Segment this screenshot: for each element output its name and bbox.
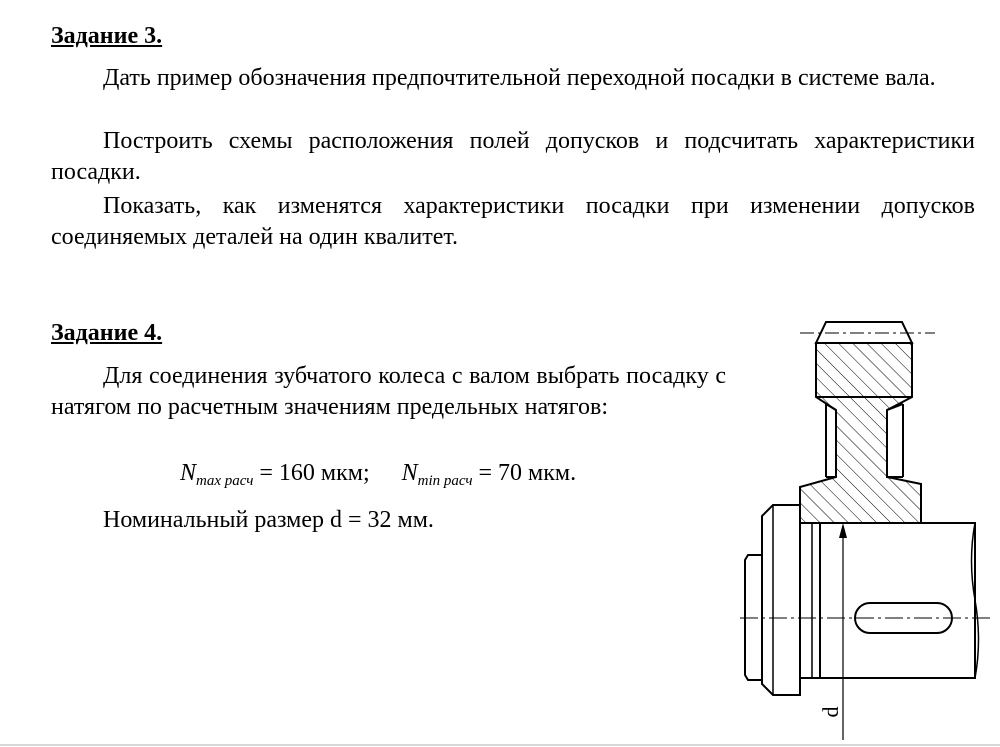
n-max-symbol: N [180, 460, 197, 486]
interference-formula [180, 458, 576, 497]
nominal-size-text: Номинальный размер d = 32 мм. [103, 507, 434, 533]
n-min-subscript: min расч [417, 473, 473, 489]
page-bottom-rule [0, 744, 1000, 746]
task4-paragraph-1: Для соединения зубчатого колеса с валом выбрать посадку с натягом по расчетным значениям предельных натягов: [51, 363, 726, 420]
task4-heading: Задание 4. [51, 320, 163, 346]
task3-paragraph-2: Построить схемы расположения полей допусков и подсчитать характеристики посадки. [51, 128, 975, 185]
task3-paragraph-1: Дать пример обозначения предпочтительной переходной посадки в системе вала. [103, 65, 936, 91]
n-max-subscript: max расч [196, 473, 254, 489]
diameter-dimension [818, 523, 847, 740]
shaft-outline [740, 505, 990, 695]
n-min-symbol: N [401, 460, 418, 486]
gear-wheel-section [800, 322, 935, 523]
task3-heading: Задание 3. [51, 23, 163, 49]
dimension-d-label: d [818, 706, 843, 718]
n-min-value: = 70 мкм. [472, 460, 577, 486]
gear-shaft-drawing [735, 315, 1000, 740]
task3-paragraph-3: Показать, как изменятся характеристики посадки при изменении допусков соединяемых деталей на один квалитет. [51, 193, 975, 250]
n-max-value: = 160 мкм; [253, 460, 370, 486]
